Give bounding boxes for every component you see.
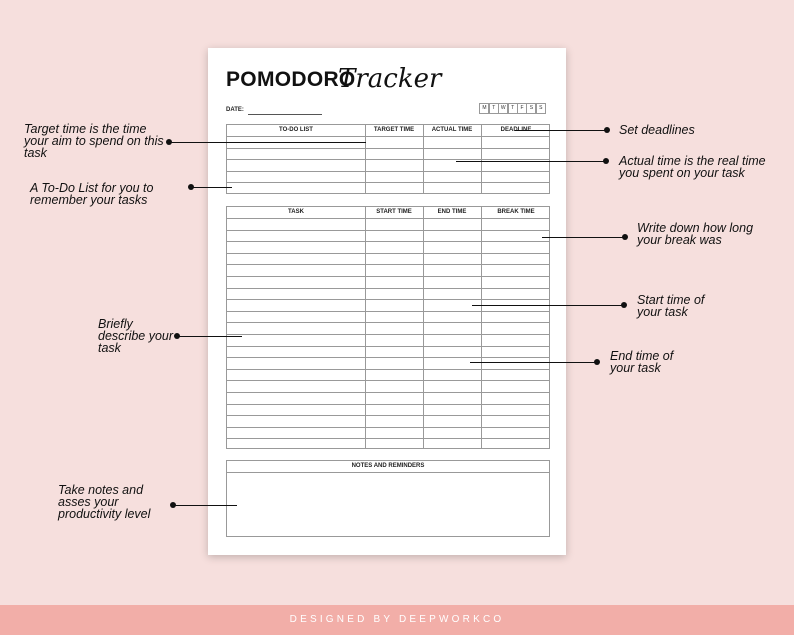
table-row xyxy=(227,404,549,405)
todo-table xyxy=(226,124,550,194)
planner-sheet xyxy=(208,48,566,555)
planner-title-script: Tracker xyxy=(338,64,442,94)
annotation-line xyxy=(456,161,606,162)
annotation-dot xyxy=(594,359,600,365)
table-row xyxy=(227,369,549,370)
table-row xyxy=(227,334,549,335)
table-row xyxy=(227,182,549,183)
annotation-describe: Briefly describe your task xyxy=(98,317,174,355)
day-box: S xyxy=(526,103,536,114)
table-row xyxy=(227,346,549,347)
annotation-line xyxy=(169,142,366,143)
annotation-deadlines: Set deadlines xyxy=(619,123,695,137)
planner-title: POMODORO xyxy=(226,68,356,91)
annotation-line xyxy=(177,336,242,337)
annotation-dot xyxy=(603,158,609,164)
day-box: S xyxy=(536,103,546,114)
deadline-header: DEADLINE xyxy=(500,127,532,133)
table-row xyxy=(227,218,549,219)
table-row xyxy=(227,288,549,289)
table-row xyxy=(227,264,549,265)
table-row xyxy=(227,427,549,428)
table-row xyxy=(227,253,549,254)
task-table xyxy=(226,206,550,449)
table-row xyxy=(227,136,549,137)
end-time-header: END TIME xyxy=(437,209,467,215)
target-time-header: TARGET TIME xyxy=(373,127,415,133)
weekday-boxes xyxy=(480,103,546,114)
annotation-target-time: Target time is the time your aim to spend on this task xyxy=(24,122,164,160)
annotation-end-time: End time of your task xyxy=(610,349,674,375)
annotation-todo-list: A To-Do List for you to remember your tasks xyxy=(30,181,154,207)
annotation-line xyxy=(191,187,232,188)
date-label: DATE: xyxy=(226,107,244,113)
table-row xyxy=(227,148,549,149)
day-box: W xyxy=(498,103,508,114)
day-box: T xyxy=(508,103,518,114)
table-row xyxy=(227,380,549,381)
task-header: TASK xyxy=(288,209,304,215)
notes-header: NOTES AND REMINDERS xyxy=(227,461,549,473)
annotation-start-time: Start time of your task xyxy=(637,293,705,319)
table-row xyxy=(227,276,549,277)
todo-header: TO-DO LIST xyxy=(279,127,313,133)
annotation-dot xyxy=(621,302,627,308)
start-time-header: START TIME xyxy=(376,209,412,215)
annotation-line xyxy=(173,505,237,506)
annotation-dot xyxy=(604,127,610,133)
table-row xyxy=(227,299,549,300)
annotation-actual-time: Actual time is the real time you spent on your task xyxy=(619,154,766,180)
actual-time-header: ACTUAL TIME xyxy=(431,127,473,133)
annotation-line xyxy=(515,130,607,131)
date-line xyxy=(248,114,322,115)
annotation-notes: Take notes and asses your productivity level xyxy=(58,483,151,521)
day-box: M xyxy=(479,103,489,114)
table-row xyxy=(227,357,549,358)
table-row xyxy=(227,438,549,439)
column-divider xyxy=(481,207,482,448)
table-row xyxy=(227,322,549,323)
annotation-break: Write down how long your break was xyxy=(637,221,754,247)
table-row xyxy=(227,415,549,416)
column-divider xyxy=(423,207,424,448)
break-time-header: BREAK TIME xyxy=(497,209,535,215)
annotation-line xyxy=(472,305,624,306)
table-row xyxy=(227,311,549,312)
day-box: T xyxy=(489,103,499,114)
table-row xyxy=(227,230,549,231)
annotation-dot xyxy=(622,234,628,240)
footer-banner: DESIGNED BY DEEPWORKCO xyxy=(0,605,794,635)
table-row xyxy=(227,392,549,393)
table-row xyxy=(227,241,549,242)
day-box: F xyxy=(517,103,527,114)
table-row xyxy=(227,171,549,172)
column-divider xyxy=(365,207,366,448)
notes-box xyxy=(226,460,550,537)
annotation-line xyxy=(470,362,597,363)
annotation-line xyxy=(542,237,625,238)
